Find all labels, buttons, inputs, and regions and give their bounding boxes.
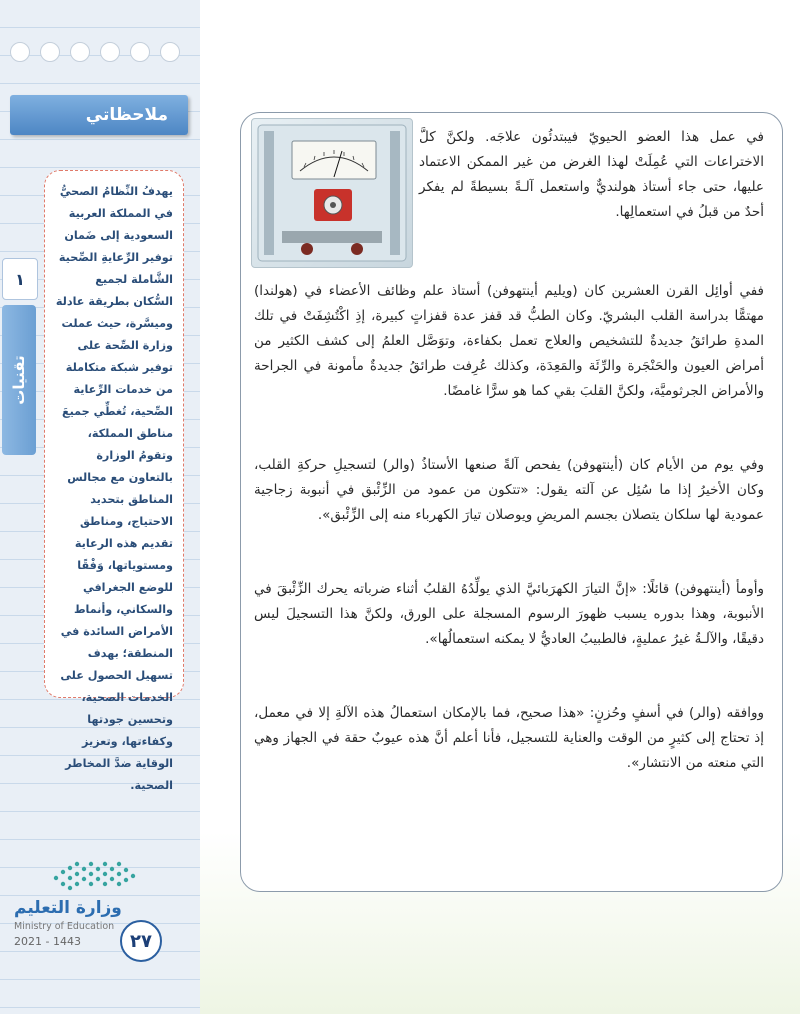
notes-title: ملاحظاتي [10, 95, 188, 135]
unit-number: ١ [2, 258, 38, 300]
binder-hole [40, 42, 60, 62]
unit-tab [2, 305, 36, 455]
notes-box: يهدفُ النِّظامُ الصحيُّ في المملكة العربية السعودية إلى ضَمان توفير الرِّعايةِ الصِّحية الشَّاملة لجميع السُّكان بطريقة عادلة وميسَّرة، حيث عملت وزارة الصِّحة على توفير شبكة متكاملة من خدمات الرِّعاية الصِّحية، تُغطِّي جميعَ مناطق المملكة، وتقومُ الوزارة بالتعاون مع مجالس المناطق بتحديد الاحتياج، ومناطق تقديم هذه الرعاية ومستوياتها، وَفْقًا للوضع الجغرافي والسكاني، وأنماط الأمراض السائدة في المنطقة؛ بهدف تسهيل الحصول على الخدمات الصحية، وتحسين جودتها وكفاءتها، وتعزيز الوقاية ضدَّ المخاطر الصحية. [44, 170, 184, 698]
paragraph: في عمل هذا العضو الحيويّ فيبتدئُون علاجَه. ولكنَّ كلَّ الاختراعات التي عُمِلَتْ لهذا الغرض من غير الممكن الاعتماد عليها، حتى جاء أستاذ هولنديٌّ واستعمل آلـةً بسيطةً لم يفكر أحدٌ من قبلُ في استعمالِها. [419, 129, 764, 220]
galvanometer-icon [252, 119, 412, 267]
ministry-name-arabic: وزارة التعليم [14, 898, 122, 918]
binder-hole [10, 42, 30, 62]
ministry-name-english: Ministry of Education [14, 921, 115, 932]
paragraph: ففي أوائِل القرن العشرين كان (ويليم أينتهوفن) أستاذ علم وظائف الأعضاء في (هولندا) مهتمًّا بدراسة القلب البشريّ. وكان الطبُّ قد قفز عدة قفزاتٍ كبيرة، إذِ اكْتُشِفَتْ في تلك المدةِ طرائقُ جديدةٌ للتشخيص والعلاج تعمل بكفاءة، وتوَصَّل العلمُ إلى كشف الكثير من أمراض العيون والحَنْجَرة والرِّئَة والمَعِدَة، وكذلك عُرِفت طرائقُ جديدةٌ مأمونة في الجراحة والأمراض الجرثوميَّة، ولكنَّ القلبَ بقي كما هو سرًّا غامضًا. [254, 283, 764, 399]
main-page [200, 0, 800, 1014]
binder-hole [100, 42, 120, 62]
notes-sidebar [0, 0, 200, 1014]
page-number: ٢٧ [120, 920, 162, 962]
paragraph: وفي يوم من الأيام كان (أينتهوفن) يفحص آلةً صنعها الأستاذُ (والر) لتسجيلِ حركةِ القلب، وكان الأخيرُ إذا ما سُئِل عن آلته يقول: «تتكون من عمود من الزِّئْبق في أنبوبة زجاجية عمودية لها سلكان يتصلان بجسم المريضِ ويوصلان تيارَ الكهرباء منه إلى الزِّئْبق». [254, 457, 764, 523]
galvanometer-image [251, 118, 413, 268]
binder-hole [160, 42, 180, 62]
binder-hole [130, 42, 150, 62]
paragraph: وأومأ (أينتهوفن) قائلًا: «إنَّ التيارَ الكهرَبائيَّ الذي يولِّدُهُ القلبُ أثناء ضرباته يحرك الزِّئْبقَ في الأنبوبة، وهذا بدوره يسبب ظهورَ الرسوم المسجلة على الورق، ولكنَّ هذا التسجيلَ ليس دقيقًا، والآلـةُ غيرُ عمليةٍ، فالطبيبُ العاديُّ لا يمكنه استعمالُها». [254, 581, 764, 647]
binder-hole [70, 42, 90, 62]
unit-label: تقنيات [10, 355, 28, 405]
reading-box [240, 112, 783, 892]
ministry-logo-icon [50, 858, 140, 892]
paragraph: ووافقه (والر) في أسفٍ وحُزنٍ: «هذا صحيح، فما بالإمكان استعمالُ هذه الآلةِ إلا في معمل، إذ تحتاج إلى كثيرٍ من الوقت والعناية للتسجيل، فأنا أعلم أنَّ هذه عيوبٌ حقة في الجهاز وهي التي منعته من الانتشار». [254, 705, 764, 771]
edition-year: 2021 - 1443 [14, 935, 81, 948]
